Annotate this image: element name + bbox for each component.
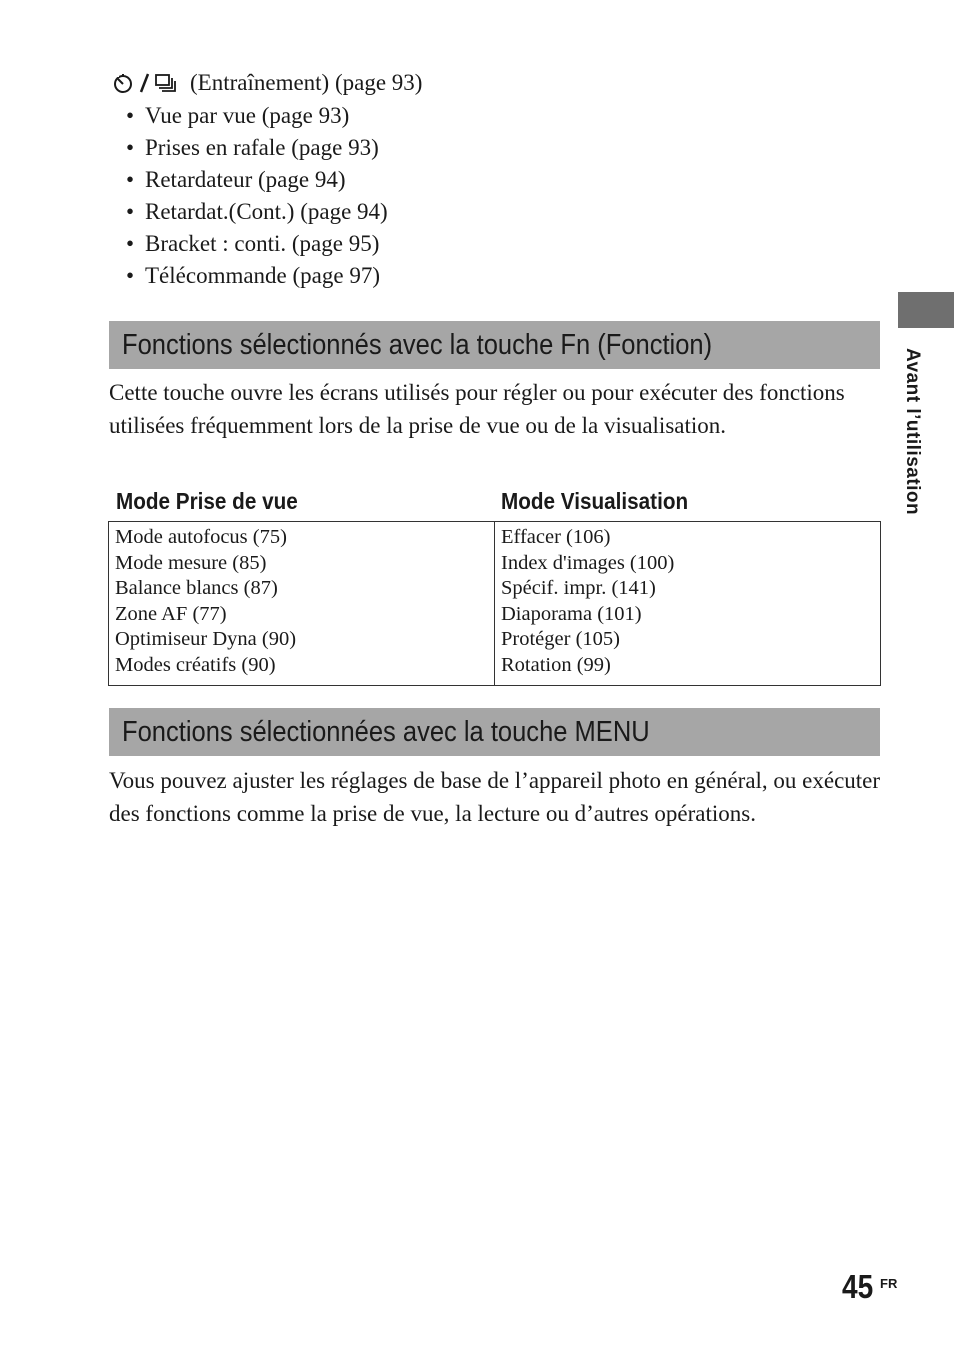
drive-mode-list	[126, 100, 388, 292]
list-item: Protéger (105)	[501, 628, 620, 651]
chapter-tab	[898, 292, 954, 328]
drive-icons	[112, 72, 176, 94]
list-item: Effacer (106)	[501, 526, 611, 548]
list-item: • Bracket : conti. (page 95)	[126, 231, 380, 256]
list-item: Index d'images (100)	[501, 551, 675, 574]
playback-functions-cell	[495, 522, 881, 686]
list-item: Optimiseur Dyna (90)	[115, 628, 297, 651]
list-item: Mode autofocus (75)	[115, 526, 287, 548]
list-item: Balance blancs (87)	[115, 577, 278, 600]
table-header-shooting: Mode Prise de vue	[116, 488, 298, 514]
menu-section-title: Fonctions sélectionnées avec la touche MENU	[109, 708, 880, 756]
table-row	[109, 522, 881, 686]
fn-section-title: Fonctions sélectionnés avec la touche Fn (Fonction)	[109, 321, 880, 369]
drive-mode-heading	[112, 68, 422, 98]
fn-section-text: Cette touche ouvre les écrans utilisés pour régler ou pour exécuter des fonctions utilisées fréquemment lors de la prise de vue ou de la visualisation.	[109, 380, 845, 438]
list-item: • Télécommande (page 97)	[126, 263, 380, 288]
fn-functions-table	[108, 521, 881, 686]
menu-section-text: Vous pouvez ajuster les réglages de base de l’appareil photo en général, ou exécuter des fonctions comme la prise de vue, la lecture ou d’autres opérations.	[109, 768, 881, 826]
list-item: Modes créatifs (90)	[115, 653, 276, 676]
chapter-label: Avant l’utilisation	[902, 348, 923, 516]
list-item: Spécif. impr. (141)	[501, 577, 656, 600]
list-item: Diaporama (101)	[501, 602, 642, 625]
self-timer-icon	[112, 72, 134, 94]
table-header-playback: Mode Visualisation	[501, 488, 689, 514]
page-number: 45 FR	[842, 1268, 898, 1305]
list-item: Rotation (99)	[501, 653, 611, 676]
list-item: Zone AF (77)	[115, 602, 227, 625]
list-item: • Retardat.(Cont.) (page 94)	[126, 199, 388, 224]
language-code: FR	[880, 1276, 898, 1291]
list-item: Mode mesure (85)	[115, 551, 267, 574]
list-item: • Vue par vue (page 93)	[126, 103, 350, 128]
list-item: • Prises en rafale (page 93)	[126, 135, 379, 160]
drive-heading-text: (Entraînement) (page 93)	[190, 70, 423, 95]
continuous-shooting-icon	[154, 72, 176, 94]
slash-separator-icon	[138, 72, 150, 94]
shooting-functions-cell	[109, 522, 495, 686]
list-item: • Retardateur (page 94)	[126, 167, 346, 192]
